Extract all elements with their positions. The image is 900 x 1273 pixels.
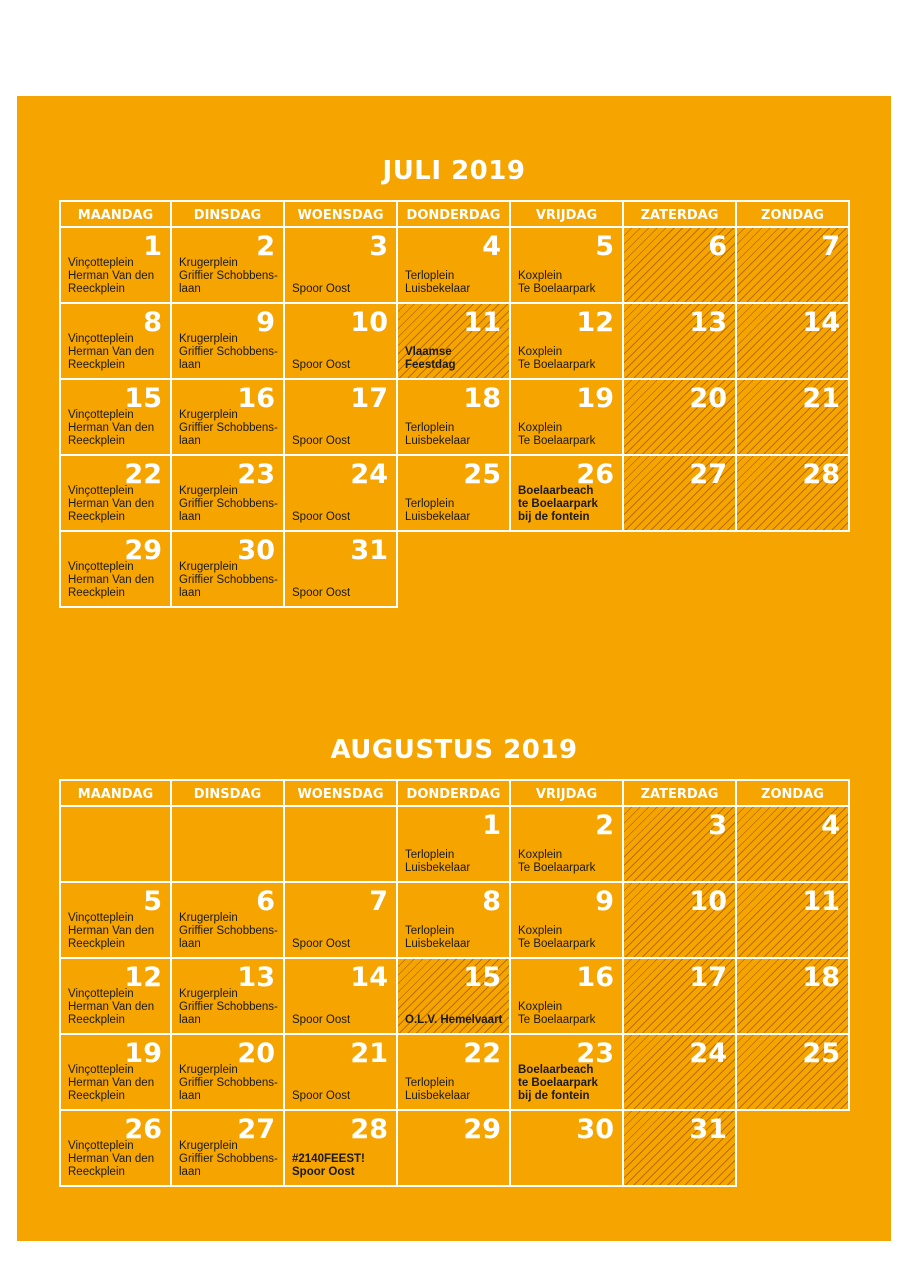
day-number: 10 <box>689 886 727 917</box>
day-location: Terloplein Luisbekelaar <box>405 270 471 295</box>
day-number: 30 <box>237 535 275 566</box>
weekday-header: WOENSDAG <box>285 779 398 807</box>
calendar-day <box>737 1035 850 1111</box>
calendar-day <box>285 807 398 883</box>
month-title-august: AUGUSTUS 2019 <box>330 735 578 765</box>
day-location: Vinçotteplein Herman Van den Reeckplein <box>68 1140 155 1178</box>
day-number: 29 <box>463 1114 501 1145</box>
calendar-grid-august <box>59 779 850 1187</box>
day-number: 2 <box>256 231 275 262</box>
day-location: Vinçotteplein Herman Van den Reeckplein <box>68 1064 155 1102</box>
calendar-day <box>398 1035 511 1111</box>
calendar-day <box>59 807 172 883</box>
day-location: Spoor Oost <box>292 1090 351 1102</box>
calendar-day <box>511 456 624 532</box>
weekday-header: DONDERDAG <box>398 200 511 228</box>
day-location: Koxplein Te Boelaarpark <box>518 849 596 874</box>
day-location: Koxplein Te Boelaarpark <box>518 1001 596 1026</box>
calendar-day <box>59 1111 172 1187</box>
calendar-day <box>285 959 398 1035</box>
day-number: 21 <box>802 383 840 414</box>
day-number: 21 <box>350 1038 388 1069</box>
day-number: 8 <box>482 886 501 917</box>
calendar-day <box>624 807 737 883</box>
day-location: Spoor Oost <box>292 1014 351 1026</box>
day-number: 13 <box>237 962 275 993</box>
calendar-day <box>398 959 511 1035</box>
day-number: 11 <box>463 307 501 338</box>
day-number: 6 <box>256 886 275 917</box>
day-number: 9 <box>256 307 275 338</box>
day-location: Krugerplein Griffier Schobbens- laan <box>179 409 278 447</box>
calendar-day <box>398 228 511 304</box>
weekday-header: VRIJDAG <box>511 200 624 228</box>
calendar-day <box>172 807 285 883</box>
day-number: 2 <box>595 810 614 841</box>
calendar-day <box>285 380 398 456</box>
day-number: 27 <box>237 1114 275 1145</box>
day-number: 5 <box>595 231 614 262</box>
day-number: 17 <box>350 383 388 414</box>
weekday-header: WOENSDAG <box>285 200 398 228</box>
day-location: Koxplein Te Boelaarpark <box>518 422 596 447</box>
calendar-day <box>737 959 850 1035</box>
weekday-header: MAANDAG <box>59 779 172 807</box>
weekday-header: ZONDAG <box>737 779 850 807</box>
calendar-day <box>624 959 737 1035</box>
day-number: 6 <box>708 231 727 262</box>
calendar-blank <box>737 532 850 608</box>
day-number: 16 <box>576 962 614 993</box>
calendar-day <box>737 807 850 883</box>
calendar-day <box>59 304 172 380</box>
calendar-day <box>172 380 285 456</box>
day-number: 26 <box>124 1114 162 1145</box>
calendar-day <box>172 959 285 1035</box>
calendar-day <box>285 1111 398 1187</box>
calendar-day <box>398 304 511 380</box>
day-number: 19 <box>124 1038 162 1069</box>
calendar-day <box>398 380 511 456</box>
day-location: Terloplein Luisbekelaar <box>405 422 471 447</box>
day-location: Vinçotteplein Herman Van den Reeckplein <box>68 409 155 447</box>
day-location: Krugerplein Griffier Schobbens- laan <box>179 1140 278 1178</box>
day-location: Vinçotteplein Herman Van den Reeckplein <box>68 988 155 1026</box>
calendar-day <box>511 380 624 456</box>
day-location: Spoor Oost <box>292 938 351 950</box>
day-number: 1 <box>482 810 501 841</box>
day-number: 7 <box>369 886 388 917</box>
calendar-day <box>172 456 285 532</box>
day-location: Vinçotteplein Herman Van den Reeckplein <box>68 333 155 371</box>
weekday-header: ZATERDAG <box>624 779 737 807</box>
day-number: 20 <box>237 1038 275 1069</box>
day-number: 23 <box>237 459 275 490</box>
day-number: 4 <box>482 231 501 262</box>
day-location: O.L.V. Hemelvaart <box>405 1014 503 1026</box>
day-location: Vinçotteplein Herman Van den Reeckplein <box>68 912 155 950</box>
day-location: Boelaarbeach te Boelaarpark bij de fontein <box>518 485 598 523</box>
calendar-day <box>59 456 172 532</box>
calendar-day <box>59 883 172 959</box>
day-location: Koxplein Te Boelaarpark <box>518 346 596 371</box>
day-location: Terloplein Luisbekelaar <box>405 849 471 874</box>
calendar-day <box>398 883 511 959</box>
calendar-day <box>172 1111 285 1187</box>
calendar-day <box>398 807 511 883</box>
calendar-day <box>511 1035 624 1111</box>
calendar-day <box>59 228 172 304</box>
calendar-day <box>172 532 285 608</box>
calendar-day <box>59 380 172 456</box>
day-number: 12 <box>576 307 614 338</box>
weekday-header: DINSDAG <box>172 200 285 228</box>
day-number: 9 <box>595 886 614 917</box>
calendar-day <box>398 456 511 532</box>
calendar-day <box>624 304 737 380</box>
day-location: #2140FEEST! Spoor Oost <box>292 1153 365 1178</box>
day-location: Terloplein Luisbekelaar <box>405 498 471 523</box>
day-number: 30 <box>576 1114 614 1145</box>
weekday-header: DONDERDAG <box>398 779 511 807</box>
day-number: 18 <box>463 383 501 414</box>
weekday-header: ZATERDAG <box>624 200 737 228</box>
day-number: 22 <box>124 459 162 490</box>
day-number: 13 <box>689 307 727 338</box>
calendar-day <box>511 304 624 380</box>
day-number: 31 <box>350 535 388 566</box>
weekday-header: DINSDAG <box>172 779 285 807</box>
day-location: Krugerplein Griffier Schobbens- laan <box>179 257 278 295</box>
day-location: Spoor Oost <box>292 359 351 371</box>
day-location: Koxplein Te Boelaarpark <box>518 270 596 295</box>
day-number: 24 <box>350 459 388 490</box>
day-number: 4 <box>821 810 840 841</box>
day-number: 16 <box>237 383 275 414</box>
day-location: Spoor Oost <box>292 283 351 295</box>
calendar-day <box>624 1035 737 1111</box>
calendar-day <box>172 304 285 380</box>
calendar-day <box>172 1035 285 1111</box>
calendar-day <box>59 959 172 1035</box>
day-location: Vlaamse Feestdag <box>405 346 456 371</box>
calendar-day <box>624 228 737 304</box>
day-number: 28 <box>802 459 840 490</box>
day-number: 8 <box>143 307 162 338</box>
day-number: 22 <box>463 1038 501 1069</box>
day-number: 24 <box>689 1038 727 1069</box>
day-location: Terloplein Luisbekelaar <box>405 1077 471 1102</box>
day-location: Krugerplein Griffier Schobbens- laan <box>179 1064 278 1102</box>
calendar-day <box>737 228 850 304</box>
day-number: 19 <box>576 383 614 414</box>
calendar-day <box>59 1035 172 1111</box>
calendar-day <box>285 1035 398 1111</box>
calendar-blank <box>398 532 511 608</box>
day-number: 3 <box>708 810 727 841</box>
day-location: Krugerplein Griffier Schobbens- laan <box>179 485 278 523</box>
day-number: 15 <box>124 383 162 414</box>
calendar-day <box>172 228 285 304</box>
calendar-day <box>511 959 624 1035</box>
calendar-blank <box>624 532 737 608</box>
day-location: Spoor Oost <box>292 435 351 447</box>
calendar-blank <box>511 532 624 608</box>
day-location: Terloplein Luisbekelaar <box>405 925 471 950</box>
day-location: Krugerplein Griffier Schobbens- laan <box>179 333 278 371</box>
day-location: Koxplein Te Boelaarpark <box>518 925 596 950</box>
month-title-july: JULI 2019 <box>382 156 526 186</box>
calendar-day <box>737 304 850 380</box>
calendar-day <box>285 228 398 304</box>
calendar-blank <box>737 1111 850 1187</box>
day-number: 14 <box>350 962 388 993</box>
calendar-day <box>511 1111 624 1187</box>
day-number: 10 <box>350 307 388 338</box>
day-number: 3 <box>369 231 388 262</box>
day-location: Spoor Oost <box>292 587 351 599</box>
calendar-day <box>624 380 737 456</box>
calendar-day <box>285 532 398 608</box>
day-number: 12 <box>124 962 162 993</box>
day-number: 31 <box>689 1114 727 1145</box>
calendar-day <box>624 883 737 959</box>
calendar-panel <box>17 96 891 1241</box>
calendar-day <box>511 807 624 883</box>
calendar-day <box>511 228 624 304</box>
weekday-header: MAANDAG <box>59 200 172 228</box>
calendar-day <box>285 456 398 532</box>
day-number: 18 <box>802 962 840 993</box>
calendar-day <box>737 380 850 456</box>
day-location: Spoor Oost <box>292 511 351 523</box>
day-number: 20 <box>689 383 727 414</box>
day-number: 11 <box>802 886 840 917</box>
day-number: 15 <box>463 962 501 993</box>
calendar-day <box>172 883 285 959</box>
day-number: 1 <box>143 231 162 262</box>
day-number: 17 <box>689 962 727 993</box>
day-number: 23 <box>576 1038 614 1069</box>
day-location: Vinçotteplein Herman Van den Reeckplein <box>68 257 155 295</box>
day-location: Vinçotteplein Herman Van den Reeckplein <box>68 561 155 599</box>
day-location: Krugerplein Griffier Schobbens- laan <box>179 988 278 1026</box>
calendar-day <box>624 456 737 532</box>
calendar-day <box>511 883 624 959</box>
calendar-day <box>624 1111 737 1187</box>
day-number: 5 <box>143 886 162 917</box>
day-location: Vinçotteplein Herman Van den Reeckplein <box>68 485 155 523</box>
day-number: 28 <box>350 1114 388 1145</box>
calendar-day <box>737 883 850 959</box>
calendar-grid-july <box>59 200 850 608</box>
calendar-day <box>59 532 172 608</box>
day-location: Boelaarbeach te Boelaarpark bij de fontein <box>518 1064 598 1102</box>
calendar-day <box>398 1111 511 1187</box>
day-number: 25 <box>463 459 501 490</box>
calendar-day <box>285 304 398 380</box>
weekday-header: ZONDAG <box>737 200 850 228</box>
day-number: 26 <box>576 459 614 490</box>
calendar-day <box>285 883 398 959</box>
day-location: Krugerplein Griffier Schobbens- laan <box>179 561 278 599</box>
weekday-header: VRIJDAG <box>511 779 624 807</box>
day-number: 25 <box>802 1038 840 1069</box>
day-number: 29 <box>124 535 162 566</box>
day-location: Krugerplein Griffier Schobbens- laan <box>179 912 278 950</box>
day-number: 27 <box>689 459 727 490</box>
calendar-day <box>737 456 850 532</box>
day-number: 14 <box>802 307 840 338</box>
day-number: 7 <box>821 231 840 262</box>
